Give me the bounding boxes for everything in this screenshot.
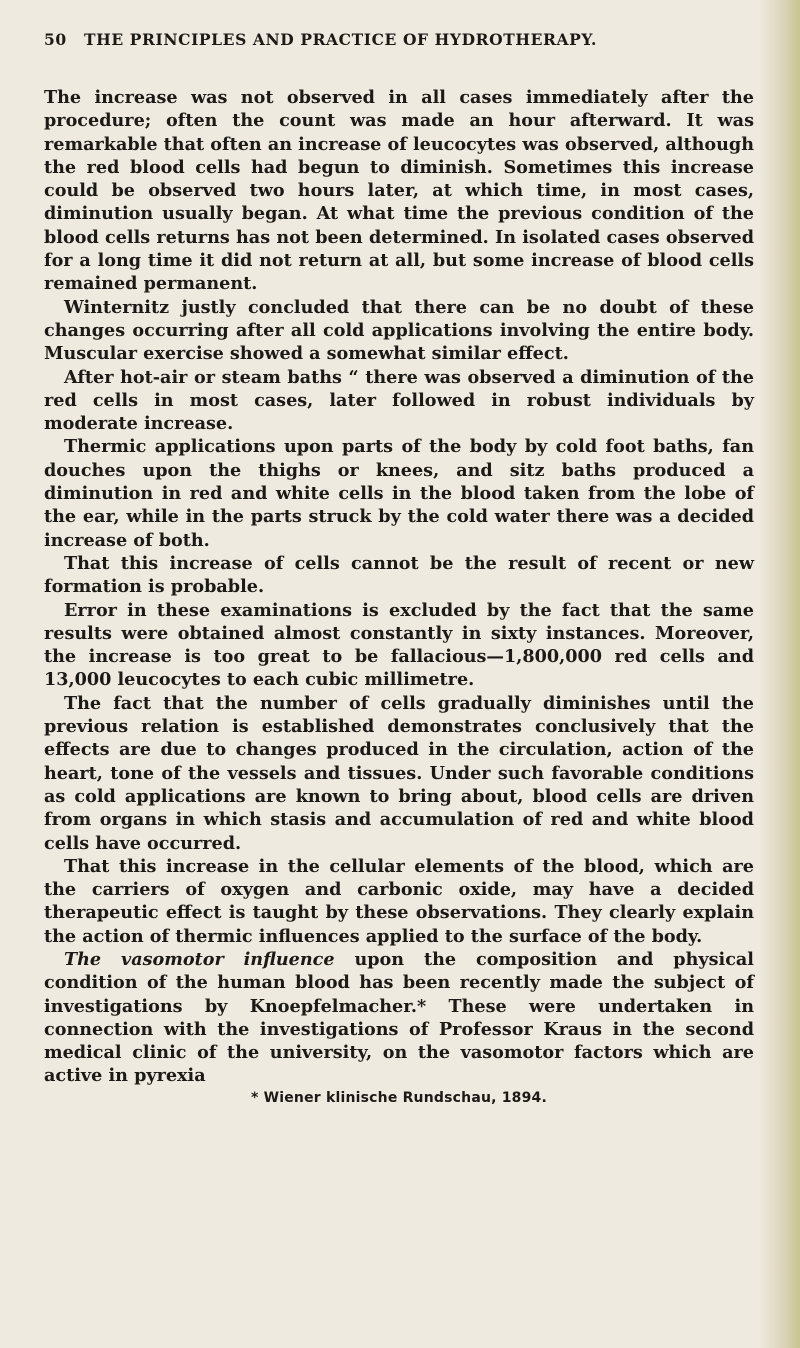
paragraph-9-text: upon the composition and physical condition of the human blood has been recently made the subject of investigations by Knoepfelmacher.* These were undertaken in connection with the investigations of Professor Kraus in the second medical clinic of the university, on the vasomotor factors which are active in pyrexia	[44, 948, 754, 1087]
paragraph-9	[44, 948, 754, 1088]
paragraph-4: Thermic applications upon parts of the body by cold foot baths, fan douches upon the thighs or knees, and sitz baths produced a diminution in red and white cells in the blood taken from the lobe of the ear, while in the parts struck by the cold water there was a decided increase of both.	[44, 436, 754, 551]
running-title: THE PRINCIPLES AND PRACTICE OF HYDROTHERAPY.	[84, 30, 598, 49]
paragraph-7: The fact that the number of cells gradually diminishes until the previous relation is established demonstrates conclusively that the effects are due to changes produced in the circulation, action of the heart, tone of the vessels and tissues. Under such favorable conditions as cold applications are known to bring about, blood cells are driven from organs in which stasis and accumulation of red and white blood cells have occurred.	[44, 692, 754, 854]
running-head	[44, 30, 754, 56]
paragraph-3: After hot-air or steam baths “ there was observed a diminution of the red cells in most cases, later followed in robust individuals by moderate increase.	[44, 366, 754, 435]
italic-lead: The vasomotor influence	[64, 948, 335, 970]
page-number: 50	[44, 30, 67, 49]
paragraph-5: That this increase of cells cannot be the result of recent or new formation is probable.	[44, 552, 754, 598]
book-page	[44, 30, 754, 1106]
footnote: * Wiener klinische Rundschau, 1894.	[250, 1089, 548, 1106]
paragraph-8: That this increase in the cellular elements of the blood, which are the carriers of oxygen and carbonic oxide, may have a decided therapeutic effect is taught by these observations. They clearly explain the action of thermic influences applied to the surface of the body.	[44, 855, 754, 947]
body-text	[44, 86, 754, 1088]
paragraph-1: The increase was not observed in all cases immediately after the procedure; often the count was made an hour afterward. It was remarkable that often an increase of leucocytes was observed, although the red blood cells had begun to diminish. Sometimes this increase could be observed two hours later, at which time, in most cases, diminution usually began. At what time the previous condition of the blood cells returns has not been determined. In isolated cases observed for a long time it did not return at all, but some increase of blood cells remained permanent.	[44, 87, 754, 295]
page-edge-shadow	[758, 0, 800, 1348]
paragraph-2: Winternitz justly concluded that there can be no doubt of these changes occurring after all cold applications involving the entire body. Muscular exercise showed a somewhat similar effect.	[44, 296, 754, 365]
paragraph-6: Error in these examinations is excluded by the fact that the same results were obtained almost constantly in sixty instances. Moreover, the increase is too great to be fallacious—1,800,000 red cells and 13,000 leucocytes to each cubic millimetre.	[44, 599, 754, 691]
